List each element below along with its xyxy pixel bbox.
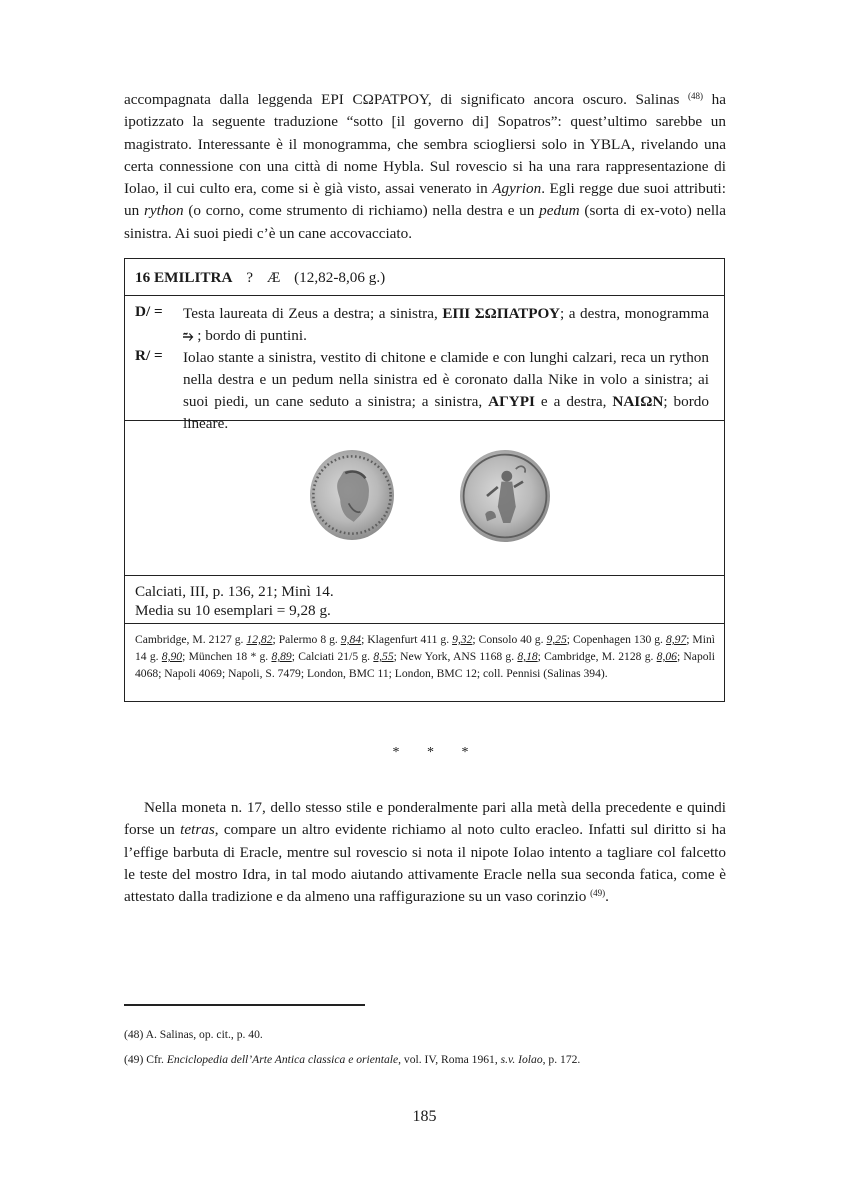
denomination-query: ?: [246, 269, 254, 286]
reverse-description: Iolao stante a sinistra, vestito di chitone e clamide e con lunghi calzari, reca un rython nella destra e un pedum nella sinistra ed è coronato dalla Nike in volo a sinistra; ai suoi piedi, un cane seduto a sinistra; a sinistra, ΑΓΥΡΙ e a destra, ΝΑΙΩΝ; bordo lineare.: [183, 349, 709, 432]
reverse-legend-left: ΑΓΥΡΙ: [488, 393, 535, 410]
obverse-label: D/ =: [135, 303, 163, 320]
page-number: 185: [412, 1108, 437, 1125]
specimen-weight: 9,25: [546, 633, 567, 646]
catalog-collections-row: [125, 623, 724, 701]
reverse-legend-right: ΝΑΙΩΝ: [612, 393, 664, 410]
paragraph-coin-17: Nella moneta n. 17, dello stesso stile e ponderalmente pari alla metà della precedente e quindi forse un tetras, compare un altro evidente richiamo al noto culto eracleo. Infatti sul diritto si ha l’effige barbuta di Eracle, mentre sul rovescio si nota il nipote Iolao intento a tagliare col falcetto le teste del mostro Idra, in tal modo aiutando attivamente Eracle nella sua seconda fatica, come è attestato dalla tradizione e da almeno una raffigurazione su un vaso corinzio $^{(49)}$.: [124, 799, 726, 906]
footnote-rule: [124, 1004, 365, 1006]
reverse-label: R/ =: [135, 347, 163, 364]
obverse-description: Testa laureata di Zeus a destra; a sinistra, ΕΠΙ ΣΩΠΑΤΡΟΥ; a destra, monogramma ⥲ ; bordo di puntini.: [183, 305, 710, 344]
specimen-weight: 9,32: [452, 633, 473, 646]
coin-catalog-entry: [124, 258, 725, 702]
metal-symbol: Æ: [266, 269, 281, 286]
coin-photo-row: [125, 420, 724, 576]
specimen-weight: 8,89: [271, 650, 292, 663]
coin-denomination: EMILITRA: [153, 269, 233, 286]
average-weight-line: Media su 10 esemplari = 9,28 g.: [135, 602, 331, 619]
footnote-48: (48) A. Salinas, op. cit., p. 40.: [124, 1028, 263, 1041]
specimen-weight: 9,84: [340, 633, 362, 646]
specimen-weight: 8,06: [656, 650, 677, 663]
footnote-49: (49) Cfr. Enciclopedia dell’Arte Antica classica e orientale, vol. IV, Roma 1961, s.v. Iolao, p. 172.: [124, 1053, 581, 1066]
monogram-icon: ⥲: [183, 329, 194, 344]
specimen-weight: 8,90: [161, 650, 183, 663]
collections-list: Cambridge, M. 2127 g. 12,82; Palermo 8 g. 9,84; Klagenfurt 411 g. 9,32; Consolo 40 g. 9,25; Copenhagen 130 g. 8,97; Minì 14 g. 8,90; München 18 * g. 8,89; Calciati 21/5 g. 8,55; New York, ANS 1168 g. 8,18; Cambridge, M. 2128 g. 8,06; Napoli 4068; Napoli 4069; Napoli, S. 7479; London, BMC 11; London, BMC 12; coll. Pennisi (Salinas 394).: [135, 633, 715, 680]
weight-range: (12,82-8,06 g.): [294, 269, 386, 286]
specimen-weight: 8,18: [517, 650, 538, 663]
zeus-head-icon: [310, 450, 394, 540]
references-line: Calciati, III, p. 136, 21; Minì 14.: [135, 583, 334, 600]
footnote-ref-49[interactable]: (49): [590, 888, 606, 899]
catalog-header-row: [125, 259, 724, 296]
section-separator: * * *: [392, 745, 481, 760]
coin-reverse-image: [460, 450, 550, 542]
specimen-weight: 12,82: [246, 633, 273, 646]
coin-obverse-image: [310, 450, 394, 540]
specimen-weight: 8,55: [373, 650, 394, 663]
paragraph-intro: accompagnata dalla leggenda EPI CΩPATPOY, di significato ancora oscuro. Salinas $^{(48)}$ ha ipotizzato la seguente traduzione “sotto [il governo di] Sopatros”: quest’ultimo sarebbe un magistrato. Interessante è il monogramma, che sembra sciogliersi solo in YBLA, rivelando una certa connessione con una città di nome Hybla. Sul rovescio si ha una rara rappresentazione di Iolao, il cui culto era, come si è già visto, assai venerato in Agyrion. Egli regge due suoi attributi: un rython (o corno, come strumento di richiamo) nella destra e un pedum (sorta di ex-voto) nella sinistra. Ai suoi piedi c’è un cane accovacciato.: [124, 91, 727, 242]
catalog-references-row: [125, 575, 724, 624]
catalog-number: 16: [135, 269, 151, 286]
specimen-weight: 8,97: [665, 633, 687, 646]
iolao-figure-icon: [460, 450, 550, 542]
obverse-legend: ΕΠΙ ΣΩΠΑΤΡΟΥ: [442, 305, 560, 322]
footnote-ref-48[interactable]: (48): [688, 91, 704, 101]
catalog-description-row: [125, 295, 724, 432]
